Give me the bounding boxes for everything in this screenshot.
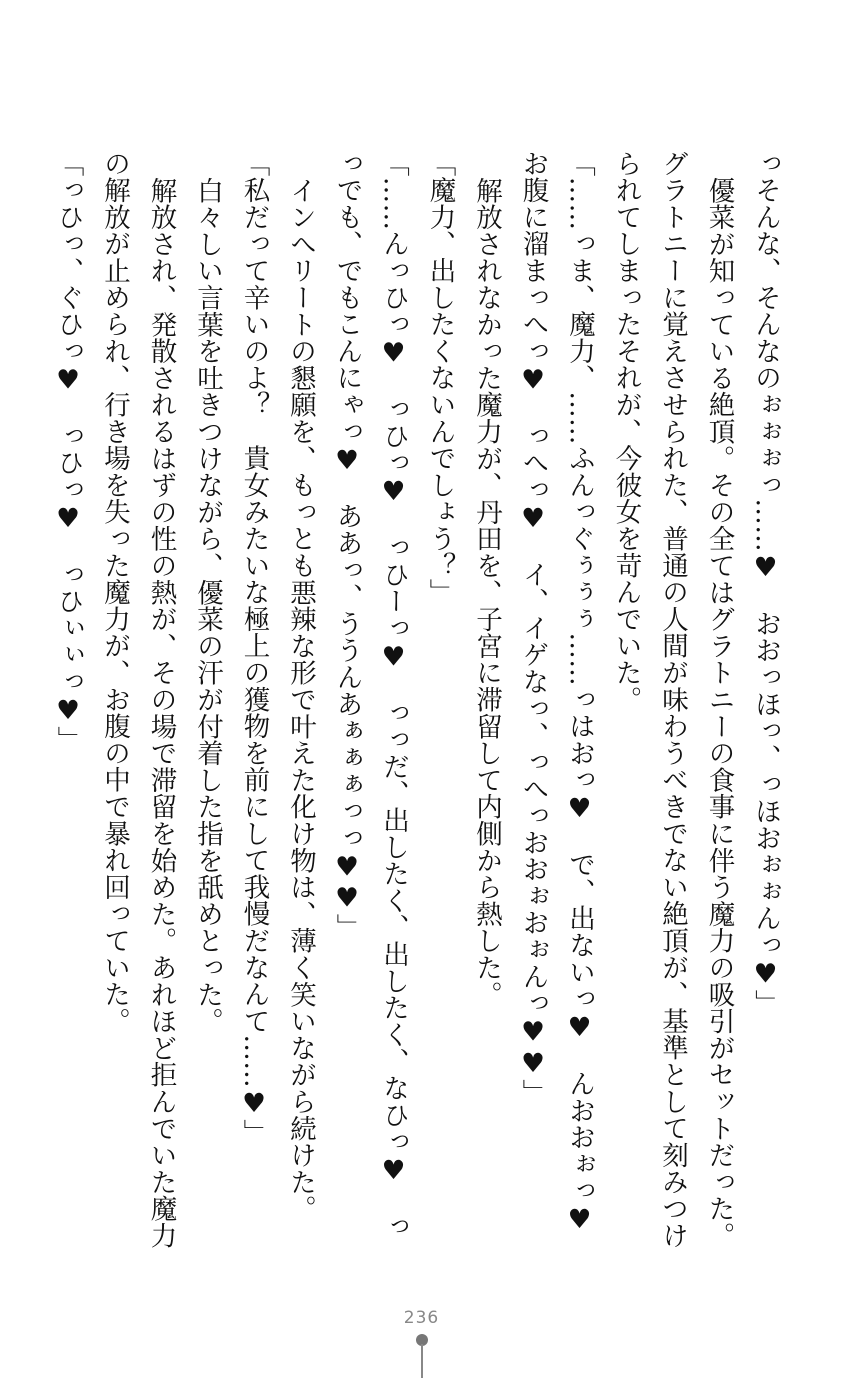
paragraph-6: 「……んっひっ♥ っひっ♥ っひーっ♥ っっだ、出したく、出したく、なひっ♥ っっでも、でもこんにゃっ♥ ああっ、ううんあぁぁぁっっ♥♥」 — [331, 150, 409, 1240]
paragraph-4: 解放されなかった魔力が、丹田を、子宮に滞留して内側から熱した。 — [471, 176, 502, 1008]
novel-text-block — [52, 150, 788, 1260]
paragraph-10: 解放され、発散されるはずの性の熱が、その場で滞留を始めた。あれほど拒んでいた魔力の解放が止められ、行き場を失った魔力が、お腹の中で暴れ回っていた。 — [99, 150, 177, 1249]
page-number: 236 — [403, 1308, 440, 1328]
page-marker-line — [421, 1344, 423, 1378]
paragraph-9: 白々しい言葉を吐きつけながら、優菜の汗が付着した指を舐めとった。 — [192, 176, 223, 1035]
paragraph-3: 「……っま、魔力、……ふんっぐぅぅぅ……っはおっ♥ で、出ないっ♥ んおおぉっ♥お腹に溜まっへっ♥ っへっ♥ イ、イゲなっ、っへっおおぉおぉんっ♥♥」 — [517, 150, 595, 1236]
paragraph-8: 「私だって辛いのよ？ 貴女みたいな極上の獲物を前にして我慢だなんて……♥」 — [238, 150, 270, 1147]
paragraph-1: っそんな、そんなのぉぉぉっ……♥ おおっほっ、っほおぉぉんっ♥」 — [750, 150, 781, 1017]
paragraph-2: 優菜が知っている絶頂。その全てはグラトニーの食事に伴う魔力の吸引がセットだった。グラトニーに覚えさせられた、普通の人間が味わうべきでない絶頂が、基準として刻みつけられてしまったそれが、今彼女を苛んでいた。 — [610, 150, 735, 1249]
paragraph-11: 「っひっ、ぐひっ♥ っひっ♥ っひぃぃっ♥」 — [52, 150, 84, 754]
paragraph-5: 「魔力、出したくないんでしょう？」 — [424, 150, 456, 606]
page-marker-icon — [416, 1334, 428, 1378]
paragraph-7: インへリートの懇願を、もっとも悪辣な形で叶えた化け物は、薄く笑いながら続けた。 — [285, 176, 316, 1222]
